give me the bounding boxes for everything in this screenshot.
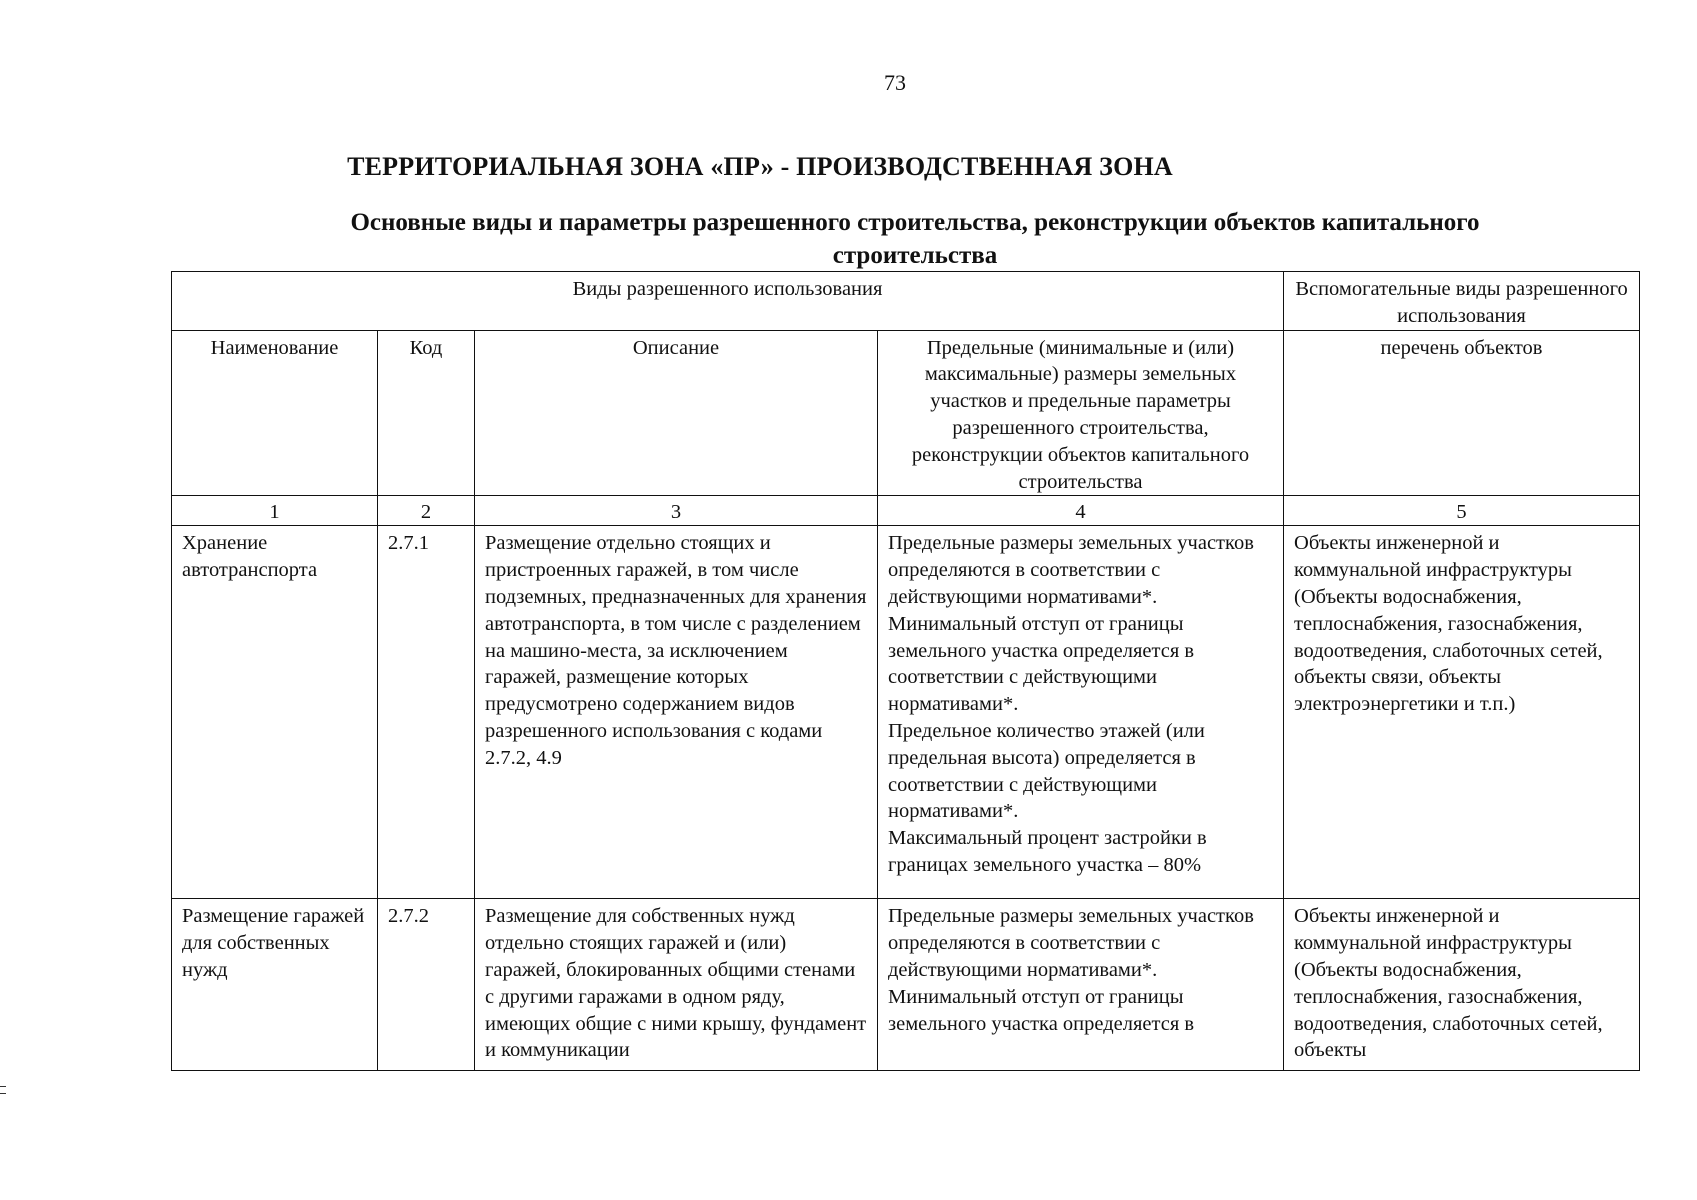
column-number: 4 bbox=[878, 496, 1284, 526]
header-limits: Предельные (минимальные и (или) максимальные) размеры земельных участков и предельные параметры разрешенного строительства, реконструкции объектов капитального строительства bbox=[878, 330, 1284, 496]
group-header-aux: Вспомогательные виды разрешенного использования bbox=[1284, 272, 1640, 331]
zone-title: ТЕРРИТОРИАЛЬНАЯ ЗОНА «ПР» - ПРОИЗВОДСТВЕННАЯ ЗОНА bbox=[347, 152, 1173, 181]
group-header-main: Виды разрешенного использования bbox=[172, 272, 1284, 331]
table-group-header-row bbox=[172, 272, 1640, 331]
table-row bbox=[172, 899, 1640, 1071]
row-name: Размещение гаражей для собственных нужд bbox=[172, 899, 378, 1071]
column-number: 1 bbox=[172, 496, 378, 526]
column-number: 2 bbox=[378, 496, 475, 526]
column-number-row bbox=[172, 496, 1640, 526]
zoning-table bbox=[171, 271, 1640, 1071]
row-name: Хранение автотранспорта bbox=[172, 526, 378, 899]
row-limits: Предельные размеры земельных участков определяются в соответствии с действующими нормативами*. Минимальный отступ от границы земельного участка определяется в bbox=[878, 899, 1284, 1071]
row-code: 2.7.1 bbox=[378, 526, 475, 899]
header-name: Наименование bbox=[172, 330, 378, 496]
header-description: Описание bbox=[475, 330, 878, 496]
section-title: Основные виды и параметры разрешенного строительства, реконструкции объектов капитального строительства bbox=[350, 209, 1480, 269]
page-number: 73 bbox=[884, 70, 906, 95]
header-code: Код bbox=[378, 330, 475, 496]
row-objects: Объекты инженерной и коммунальной инфраструктуры (Объекты водоснабжения, теплоснабжения, газоснабжения, водоотведения, слаботочных сетей, объекты связи, объекты электроэнергетики и т.п.) bbox=[1284, 526, 1640, 899]
row-description: Размещение отдельно стоящих и пристроенных гаражей, в том числе подземных, предназначенных для хранения автотранспорта, в том числе с разделением на машино-места, за исключением гаражей, размещение которых предусмотрено содержанием видов разрешенного использования с кодами 2.7.2, 4.9 bbox=[475, 526, 878, 899]
row-description: Размещение для собственных нужд отдельно стоящих гаражей и (или) гаражей, блокированных общими стенами с другими гаражами в одном ряду, имеющих общие с ними крышу, фундамент и коммуникации bbox=[475, 899, 878, 1071]
scan-edge-mark bbox=[0, 1086, 6, 1094]
row-limits: Предельные размеры земельных участков определяются в соответствии с действующими нормативами*. Минимальный отступ от границы земельного участка определяется в соответствии с действующими нормативами*. Предельное количество этажей (или предельная высота) определяется в соответствии с действующими нормативами*. Максимальный процент застройки в границах земельного участка – 80% bbox=[878, 526, 1284, 899]
table-row bbox=[172, 526, 1640, 899]
row-code: 2.7.2 bbox=[378, 899, 475, 1071]
column-number: 5 bbox=[1284, 496, 1640, 526]
row-objects: Объекты инженерной и коммунальной инфраструктуры (Объекты водоснабжения, теплоснабжения, газоснабжения, водоотведения, слаботочных сетей, объекты bbox=[1284, 899, 1640, 1071]
column-number: 3 bbox=[475, 496, 878, 526]
table-column-header-row bbox=[172, 330, 1640, 496]
header-objects: перечень объектов bbox=[1284, 330, 1640, 496]
